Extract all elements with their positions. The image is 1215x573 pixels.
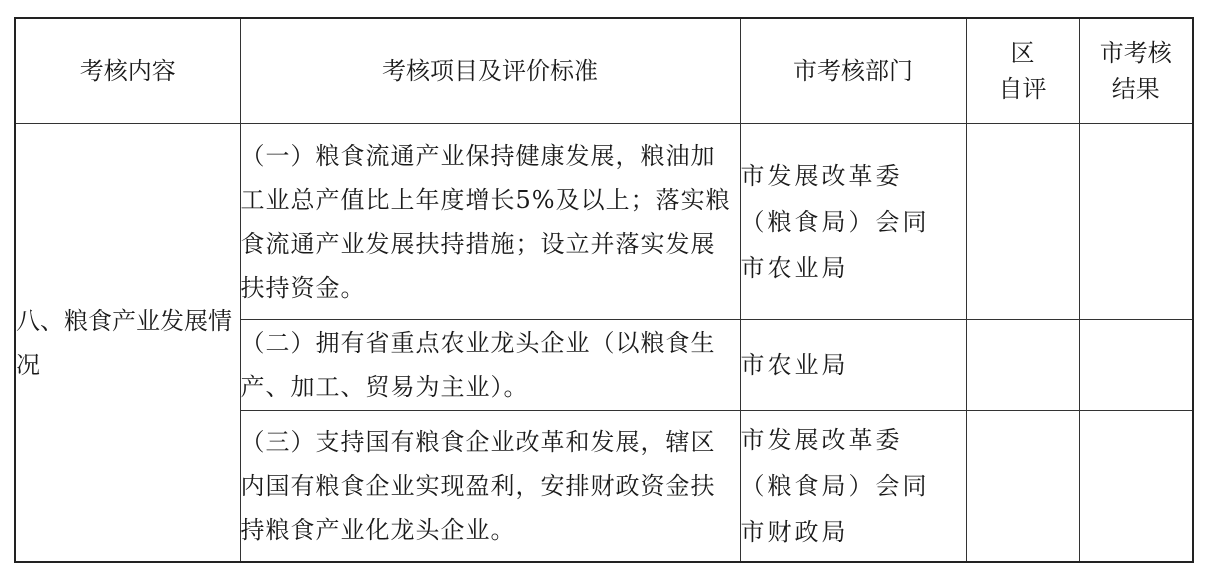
header-content [15,18,240,124]
dept-line: （粮食局）会同 [740,472,930,500]
result-cell[interactable] [1079,411,1193,563]
header-self-eval-line-1: 区 [1010,39,1035,67]
dept-line: （粮食局）会同 [740,207,930,236]
dept-cell [740,411,966,563]
dept-line: 市农业局 [740,253,849,282]
assessment-table [14,17,1194,563]
self-eval-cell[interactable] [966,124,1079,320]
result-cell[interactable] [1079,124,1193,320]
section-title: 八、粮食产业发展情况 [16,306,232,379]
dept-line: 市发展改革委 [740,161,903,190]
table-row [15,124,1193,320]
dept-cell [740,320,966,411]
header-self-eval-line-2: 自评 [998,75,1047,103]
self-eval-cell[interactable] [966,320,1079,411]
dept-line: 市农业局 [740,351,849,379]
dept-line: 市财政局 [740,518,849,546]
item-cell [240,124,740,320]
section-title-cell [15,124,240,563]
header-self-eval [966,18,1079,124]
header-dept-label: 市考核部门 [793,57,913,85]
header-result-line-1: 市考核 [1099,39,1172,67]
header-result-line-2: 结果 [1111,75,1160,103]
header-row [15,18,1193,124]
item-text: （三）支持国有粮食企业改革和发展，辖区内国有粮食企业实现盈利，安排财政资金扶持粮食产业化龙头企业。 [240,428,716,544]
item-cell [240,411,740,563]
self-eval-cell[interactable] [966,411,1079,563]
item-cell [240,320,740,411]
header-dept [740,18,966,124]
item-text: （二）拥有省重点农业龙头企业（以粮食生产、加工、贸易为主业）。 [240,329,716,401]
header-content-label: 考核内容 [79,57,176,85]
header-items [240,18,740,124]
result-cell[interactable] [1079,320,1193,411]
item-text: （一）粮食流通产业保持健康发展，粮油加工业总产值比上年度增长5%及以上；落实粮食流通产业发展扶持措施；设立并落实发展扶持资金。 [240,141,731,302]
header-items-label: 考核项目及评价标准 [382,57,598,85]
dept-line: 市发展改革委 [740,426,903,454]
header-result [1079,18,1193,124]
dept-cell [740,124,966,320]
